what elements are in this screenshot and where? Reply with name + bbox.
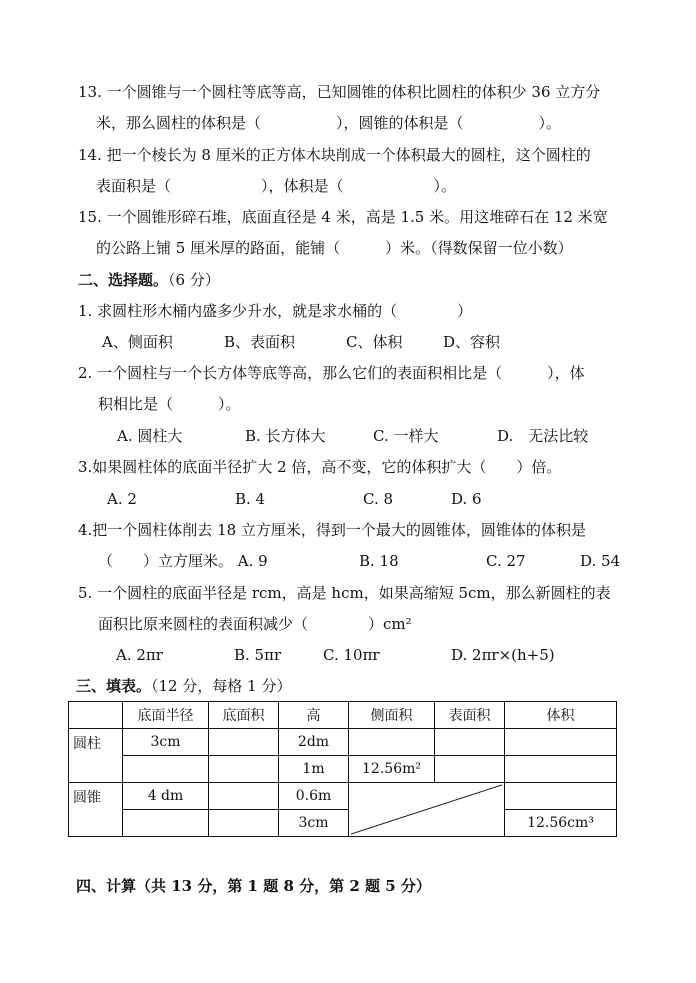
section3-score: （12 分，每格 1 分） bbox=[151, 677, 292, 695]
table-header-row bbox=[69, 702, 617, 729]
choice1-option-b: B、表面积 bbox=[224, 333, 296, 351]
q13-line2: 米，那么圆柱的体积是（ ），圆锥的体积是（ ）。 bbox=[96, 114, 562, 132]
cylinder-label: 圆柱 bbox=[69, 729, 123, 783]
choice4-option-c: C. 27 bbox=[486, 552, 526, 570]
table-cell bbox=[123, 756, 209, 783]
choice4-line2: （ ）立方厘米。 A. 9 bbox=[98, 552, 268, 570]
table-cell bbox=[435, 756, 505, 783]
choice5-option-d: D. 2πr×(h+5) bbox=[451, 646, 555, 664]
choice1-option-d: D、容积 bbox=[443, 333, 501, 351]
section4-score: （共 13 分，第 1 题 8 分，第 2 题 5 分） bbox=[136, 877, 431, 895]
section3-heading bbox=[76, 676, 291, 696]
choice2-option-c: C. 一样大 bbox=[373, 427, 439, 445]
table-row bbox=[69, 810, 617, 837]
table-header-cell: 底面半径 bbox=[123, 702, 209, 729]
table-header-cell: 体积 bbox=[505, 702, 617, 729]
table-row bbox=[69, 756, 617, 783]
choice3-question: 3.如果圆柱体的底面半径扩大 2 倍，高不变，它的体积扩大（ ）倍。 bbox=[78, 458, 562, 476]
table-cell bbox=[505, 729, 617, 756]
diagonal-line bbox=[349, 783, 504, 836]
table-cell bbox=[435, 729, 505, 756]
choice5-line2: 面积比原来圆柱的表面积减少（ ）cm² bbox=[98, 615, 412, 633]
choice2-option-b: B. 长方体大 bbox=[245, 427, 326, 445]
choice3-option-b: B. 4 bbox=[235, 490, 266, 508]
cone-label: 圆锥 bbox=[69, 783, 123, 837]
table-cell bbox=[349, 729, 435, 756]
choice3-option-a: A. 2 bbox=[107, 490, 137, 508]
choice2-option-a: A. 圆柱大 bbox=[117, 427, 183, 445]
table-header-cell: 高 bbox=[279, 702, 349, 729]
table-header-cell bbox=[69, 702, 123, 729]
table-cell: 2dm bbox=[279, 729, 349, 756]
table-row bbox=[69, 729, 617, 756]
q14-line1: 14. 把一个棱长为 8 厘米的正方体木块削成一个体积最大的圆柱，这个圆柱的 bbox=[78, 146, 591, 164]
table-cell bbox=[123, 810, 209, 837]
table-header-cell: 表面积 bbox=[435, 702, 505, 729]
table-cell: 0.6m bbox=[279, 783, 349, 810]
section2-score: （6 分） bbox=[168, 271, 220, 289]
table-cell bbox=[505, 783, 617, 810]
section4-heading bbox=[76, 876, 431, 896]
choice4-line1: 4.把一个圆柱体削去 18 立方厘米，得到一个最大的圆锥体，圆锥体的体积是 bbox=[78, 521, 586, 539]
table-header-cell: 底面积 bbox=[209, 702, 279, 729]
section2-heading bbox=[78, 270, 220, 290]
q14-line2: 表面积是（ ），体积是（ ）。 bbox=[96, 177, 457, 195]
choice5-line1: 5. 一个圆柱的底面半径是 rcm，高是 hcm，如果高缩短 5cm，那么新圆柱的表 bbox=[78, 584, 611, 602]
diagonal-cell bbox=[349, 783, 505, 837]
table-cell: 12.56m² bbox=[349, 756, 435, 783]
choice2-line1: 2. 一个圆柱与一个长方体等底等高，那么它们的表面积相比是（ ），体 bbox=[78, 364, 585, 382]
choice5-option-a: A. 2πr bbox=[116, 646, 163, 664]
choice4-option-d: D. 54 bbox=[580, 552, 621, 570]
q13-line1: 13. 一个圆锥与一个圆柱等底等高，已知圆锥的体积比圆柱的体积少 36 立方分 bbox=[78, 83, 601, 101]
q15-line1: 15. 一个圆锥形碎石堆，底面直径是 4 米，高是 1.5 米。用这堆碎石在 12 米宽 bbox=[78, 208, 608, 226]
table-cell: 4 dm bbox=[123, 783, 209, 810]
table-cell bbox=[209, 810, 279, 837]
choice4-option-b: B. 18 bbox=[359, 552, 399, 570]
choice3-option-d: D. 6 bbox=[451, 490, 482, 508]
choice1-option-c: C、体积 bbox=[346, 333, 403, 351]
choice2-line2: 积相比是（ ）。 bbox=[98, 395, 241, 413]
q15-line2: 的公路上铺 5 厘米厚的路面，能铺（ ）米。（得数保留一位小数） bbox=[96, 239, 573, 257]
choice3-option-c: C. 8 bbox=[363, 490, 394, 508]
table-cell: 1m bbox=[279, 756, 349, 783]
table-cell bbox=[209, 756, 279, 783]
choice1-question: 1. 求圆柱形木桶内盛多少升水，就是求水桶的（ ） bbox=[78, 302, 473, 320]
table-row bbox=[69, 783, 617, 810]
section2-title: 二、选择题。 bbox=[78, 271, 169, 289]
choice5-option-c: C. 10πr bbox=[323, 646, 380, 664]
table-cell: 12.56cm³ bbox=[505, 810, 617, 837]
section4-title: 四、计算 bbox=[76, 877, 137, 895]
table-header-cell: 侧面积 bbox=[349, 702, 435, 729]
table-cell bbox=[209, 729, 279, 756]
choice5-option-b: B. 5πr bbox=[234, 646, 282, 664]
choice2-option-d: D. 无法比较 bbox=[497, 427, 589, 445]
table-cell bbox=[505, 756, 617, 783]
section3-title: 三、填表。 bbox=[76, 677, 152, 695]
table-cell bbox=[209, 783, 279, 810]
choice1-option-a: A、侧面积 bbox=[102, 333, 173, 351]
table-cell: 3cm bbox=[123, 729, 209, 756]
table-cell: 3cm bbox=[279, 810, 349, 837]
fill-in-table bbox=[68, 701, 617, 837]
